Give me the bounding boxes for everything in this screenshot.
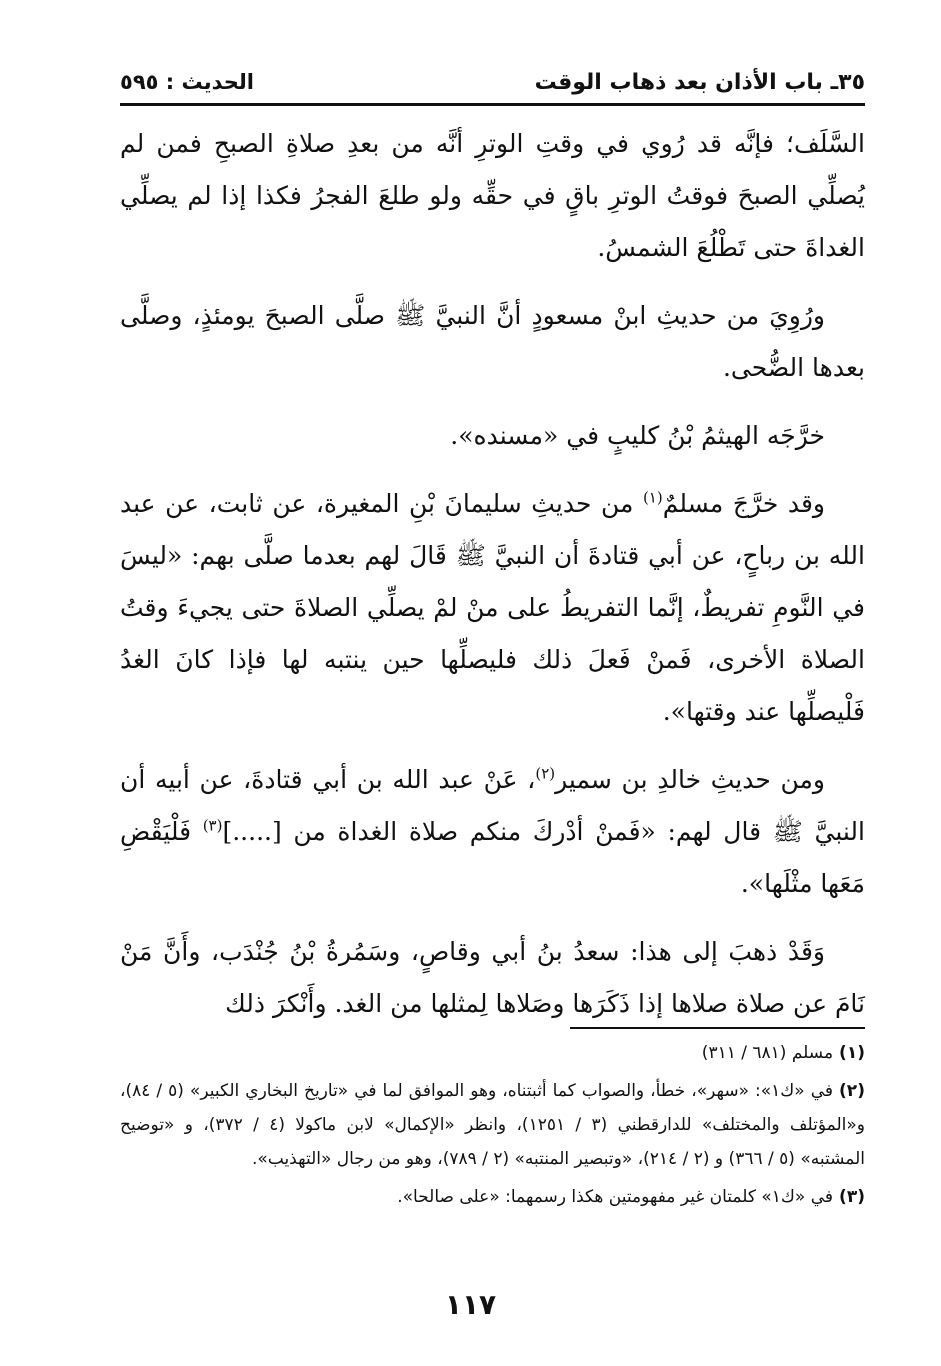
footnote-1	[120, 1036, 865, 1070]
chapter-title: ٣٥ـ باب الأذان بعد ذهاب الوقت	[534, 70, 865, 95]
footnote-text: في «ك١» كلمتان غير مفهومتين هكذا رسمهما: «على صالحا».	[397, 1187, 834, 1207]
footnote-3	[120, 1180, 865, 1214]
footnote-number: (١)	[839, 1043, 865, 1063]
paragraph-4	[120, 478, 865, 738]
hadith-number: الحديث : ٥٩٥	[120, 70, 254, 94]
paragraph-5-start: ومن حديثِ خالدِ بن سمير	[555, 765, 825, 794]
footnote-ref-3: (٣)	[202, 816, 223, 835]
header-divider	[120, 103, 865, 106]
footnote-2	[120, 1074, 865, 1176]
footnote-text: مسلم (٦٨١ / ٣١١)	[701, 1043, 834, 1063]
footnote-divider	[570, 1027, 865, 1029]
paragraph-6: وَقَدْ ذهبَ إلى هذا: سعدُ بنُ أبي وقاصٍ، وسَمُرةُ بْنُ جُنْدَب، وأَنَّ مَنْ نَامَ عن صلاة صلاها إذا ذَكَرَها وصَلاها لِمثلها من الغد. وأَنْكرَ ذلك	[120, 937, 865, 1018]
footnote-number: (٢)	[839, 1081, 865, 1101]
paragraph-5	[120, 754, 865, 910]
footnote-ref-2: (٢)	[535, 764, 556, 783]
paragraph-5-middle: ، عَنْ عبد الله بن أبي قتادةَ، عن أبيه أن النبيَّ ﷺ قال لهم: «فَمنْ أدْركَ منكم صلاة الغداة من [.....]	[120, 765, 865, 846]
paragraph-5-end: فَلْيَقْضِ مَعَها مثْلَها».	[120, 817, 865, 898]
paragraph-4-rest: من حديثِ سليمانَ بْنِ المغيرة، عن ثابت، عن عبد الله بن رباحٍ، عن أبي قتادةَ أن النبيَّ ﷺ قَالَ لهم بعدما صلَّى بهم: «ليسَ في النَّومِ تفريطٌ، إنَّما التفريطُ على منْ لمْ يصلِّي الصلاةَ حتى يجيءَ وقتُ الصلاة الأخرى، فَمنْ فَعلَ ذلك فليصلِّها حين ينتبه لها فإذا كانَ الغدُ فَلْيصلِّها عند وقتها».	[120, 489, 865, 726]
running-header	[120, 64, 865, 104]
paragraph-1: السَّلَف؛ فإنَّه قد رُوي في وقتِ الوترِ أنَّه من بعدِ صلاةِ الصبحِ فمن لم يُصلِّي الصبحَ فوقتُ الوترِ باقٍ في حقِّه ولو طلعَ الفجرُ فكذا إذا لم يصلِّي الغداةَ حتى تَطْلُعَ الشمسُ.	[120, 129, 865, 262]
paragraph-2: ورُوِيَ من حديثِ ابنْ مسعودٍ أنَّ النبيَّ ﷺ صلَّى الصبحَ يومئذٍ، وصلَّى بعدها الضُّحى.	[120, 301, 865, 382]
footnote-ref-1: (١)	[642, 488, 663, 507]
page-number: ١١٧	[444, 1288, 497, 1321]
footnote-number: (٣)	[839, 1187, 865, 1207]
main-text	[120, 118, 865, 1046]
footnotes	[120, 1036, 865, 1218]
footnote-text: في «ك١»: «سهر»، خطأ، والصواب كما أثبتناه، وهو الموافق لما في «تاريخ البخاري الكبير» (٥ / ٨٤)، و«المؤتلف والمختلف» للدارقطني (٣ / ١٢٥١)، وانظر «الإكمال» لابن ماكولا (٤ / ٣٧٢)، و «توضيح المشتبه» (٥ / ٣٦٦) و (٢ / ٢١٤)، «وتبصير المنتبه» (٢ / ٧٨٩)، وهو من رجال «التهذيب».	[120, 1081, 865, 1169]
paragraph-3: خرَّجَه الهيثمُ بْنُ كليبٍ في «مسنده».	[450, 421, 825, 450]
paragraph-4-start: وقد خرَّجَ مسلمٌ	[662, 489, 825, 518]
